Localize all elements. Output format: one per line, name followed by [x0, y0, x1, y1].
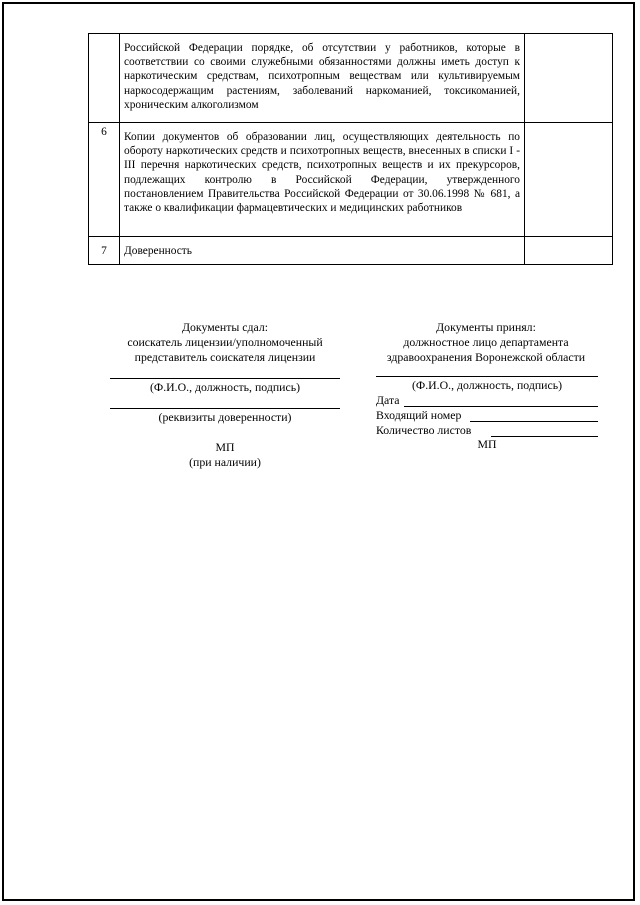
table-row — [89, 237, 613, 265]
submitter-stamp-note: (при наличии) — [189, 455, 261, 469]
receiver-line-2: здравоохранения Воронежской области — [386, 350, 586, 364]
receiver-sign-caption: (Ф.И.О., должность, подпись) — [411, 378, 563, 392]
row-blank-cell — [525, 123, 613, 237]
sheets-count-label: Количество листов — [376, 423, 472, 437]
table-row — [89, 34, 613, 123]
proxy-caption: (реквизиты доверенности) — [158, 410, 292, 424]
submitter-heading: Документы сдал: — [181, 320, 269, 334]
documents-table — [88, 33, 613, 265]
submitter-block — [110, 320, 340, 365]
receiver-heading: Документы принял: — [436, 320, 536, 334]
submitter-stamp: МП — [215, 440, 235, 454]
row-text: Российской Федерации порядке, об отсутствии у работников, которые в соответствии со своими служебными обязанностями должны иметь доступ к наркотическим средствам, психотропным веществам или культивируемым наркосодержащим растениям, заболеваний наркоманией, токсикоманией, хроническим алкоголизмом — [120, 34, 525, 123]
row-number: 6 — [89, 123, 120, 237]
row-blank-cell — [525, 34, 613, 123]
date-line — [404, 406, 598, 407]
receiver-stamp: МП — [477, 437, 497, 451]
row-number — [89, 34, 120, 123]
incoming-number-line — [470, 421, 598, 422]
submitter-line-2: представитель соискателя лицензии — [134, 350, 316, 364]
incoming-number-label: Входящий номер — [376, 408, 462, 422]
row-text: Доверенность — [120, 237, 525, 265]
date-label: Дата — [376, 393, 400, 407]
submitter-sign-line — [110, 378, 340, 379]
proxy-line — [110, 408, 340, 409]
table-row — [89, 123, 613, 237]
receiver-block — [372, 320, 600, 365]
row-number: 7 — [89, 237, 120, 265]
submitter-line-1: соискатель лицензии/уполномоченный — [127, 335, 323, 349]
submitter-sign-caption: (Ф.И.О., должность, подпись) — [149, 380, 301, 394]
receiver-line-1: должностное лицо департамента — [403, 335, 569, 349]
row-text: Копии документов об образовании лиц, осуществляющих деятельность по обороту наркотических средств и психотропных веществ, внесенных в списки I - III перечня наркотических средств, психотропных веществ и их прекурсоров, подлежащих контролю в Российской Федерации, утвержденного постановлением Правительства Российской Федерации от 30.06.1998 № 681, а также о квалификации фармацевтических и медицинских работников — [120, 123, 525, 237]
row-blank-cell — [525, 237, 613, 265]
receiver-sign-line — [376, 376, 598, 377]
